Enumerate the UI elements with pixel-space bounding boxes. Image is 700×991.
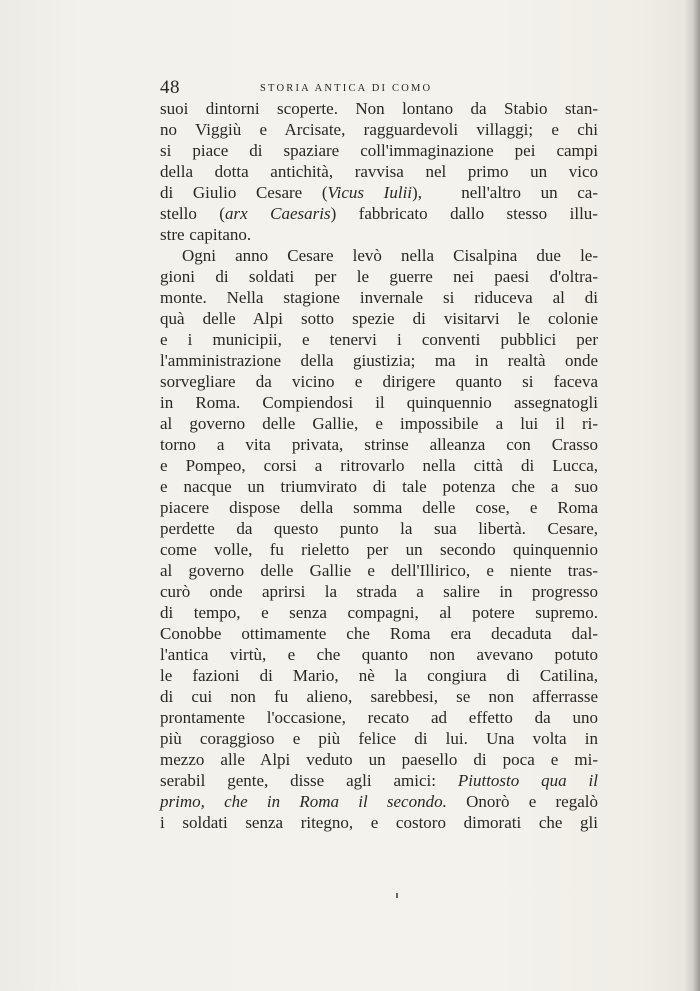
text-line xyxy=(160,224,598,245)
text-segment: Onorò e regalò xyxy=(446,792,598,811)
text-line xyxy=(160,245,598,266)
text-line xyxy=(160,602,598,623)
text-line xyxy=(160,266,598,287)
text-line xyxy=(160,119,598,140)
text-segment: e nacque un triumvirato di tale potenza che a suo xyxy=(160,477,598,496)
text-segment: no Viggiù e Arcisate, ragguardevoli villaggi; e chi xyxy=(160,120,598,139)
text-segment: di tempo, e senza compagni, al potere supremo. xyxy=(160,603,598,622)
text-segment: stello ( xyxy=(160,204,225,223)
page-header xyxy=(160,77,595,97)
text-line xyxy=(160,686,598,707)
text-segment: gioni di soldati per le guerre nei paesi d'oltra- xyxy=(160,267,598,286)
text-segment: ) fabbricato dallo stesso illu- xyxy=(330,204,598,223)
text-segment: si piace di spaziare coll'immaginazione pei campi xyxy=(160,141,598,160)
text-line xyxy=(160,203,598,224)
text-line xyxy=(160,749,598,770)
text-line xyxy=(160,329,598,350)
text-segment: monte. Nella stagione invernale si riduceva al di xyxy=(160,288,598,307)
text-segment: piacere dispose della somma delle cose, e Roma xyxy=(160,498,598,517)
text-line xyxy=(160,707,598,728)
text-segment: mezzo alle Alpi veduto un paesello di poca e mi- xyxy=(160,750,598,769)
text-segment: di cui non fu alieno, sarebbesi, se non afferrasse xyxy=(160,687,598,706)
text-segment: quà delle Alpi sotto spezie di visitarvi le colonie xyxy=(160,309,598,328)
text-segment: Conobbe ottimamente che Roma era decaduta dal- xyxy=(160,624,598,643)
italic-text: arx Caesaris xyxy=(224,204,331,223)
text-segment: al governo delle Gallie, e impossibile a lui il ri- xyxy=(160,414,598,433)
text-segment: Ogni anno Cesare levò nella Cisalpina due le- xyxy=(182,246,598,265)
text-segment: in Roma. Compiendosi il quinquennio assegnatogli xyxy=(160,393,598,412)
text-segment: della dotta antichità, ravvisa nel primo un vico xyxy=(160,162,598,181)
text-line xyxy=(160,497,598,518)
text-segment: l'amministrazione della giustizia; ma in realtà onde xyxy=(160,351,598,370)
text-line xyxy=(160,287,598,308)
text-line xyxy=(160,581,598,602)
text-line xyxy=(160,539,598,560)
text-segment: i soldati senza ritegno, e costoro dimorati che gli xyxy=(160,813,598,832)
text-line xyxy=(160,728,598,749)
text-line xyxy=(160,140,598,161)
text-line xyxy=(160,665,598,686)
text-segment: torno a vita privata, strinse alleanza con Crasso xyxy=(160,435,598,454)
text-segment: e Pompeo, corsi a ritrovarlo nella città di Lucca, xyxy=(160,456,598,475)
text-segment: di Giulio Cesare ( xyxy=(160,183,328,202)
text-segment: stre capitano. xyxy=(160,225,252,244)
text-segment: curò onde aprirsi la strada a salire in progresso xyxy=(160,582,598,601)
running-title: STORIA ANTICA DI COMO xyxy=(260,83,433,94)
text-line xyxy=(160,371,598,392)
body-text xyxy=(160,98,598,833)
text-line xyxy=(160,812,598,833)
paper-speck xyxy=(396,893,398,898)
italic-text: primo, che in Roma il secondo. xyxy=(160,792,447,811)
text-line xyxy=(160,350,598,371)
text-line xyxy=(160,476,598,497)
text-segment: più coraggioso e più felice di lui. Una volta in xyxy=(160,729,598,748)
text-line xyxy=(160,644,598,665)
text-line xyxy=(160,770,598,791)
text-line xyxy=(160,392,598,413)
italic-text: Vicus Iulii xyxy=(327,183,413,202)
text-line xyxy=(160,791,598,812)
page-number: 48 xyxy=(160,77,180,98)
text-line xyxy=(160,434,598,455)
text-line xyxy=(160,161,598,182)
text-line xyxy=(160,455,598,476)
text-line xyxy=(160,560,598,581)
text-line xyxy=(160,308,598,329)
text-segment: ), nell'altro un ca- xyxy=(412,183,598,202)
text-line xyxy=(160,518,598,539)
text-segment: le fazioni di Mario, nè la congiura di Catilina, xyxy=(160,666,598,685)
text-segment: l'antica virtù, e che quanto non avevano potuto xyxy=(160,645,598,664)
text-line xyxy=(160,623,598,644)
italic-text: Piuttosto qua il xyxy=(457,771,598,790)
text-line xyxy=(160,98,598,119)
text-segment: e i municipii, e tenervi i conventi pubblici per xyxy=(160,330,598,349)
text-segment: al governo delle Gallie e dell'Illirico, e niente tras- xyxy=(160,561,598,580)
text-segment: perdette da questo punto la sua libertà. Cesare, xyxy=(160,519,598,538)
text-segment: come volle, fu rieletto per un secondo quinquennio xyxy=(160,540,598,559)
page-edge-shadow xyxy=(684,0,700,991)
text-segment: serabil gente, disse agli amici: xyxy=(160,771,458,790)
text-segment: sorvegliare da vicino e dirigere quanto si faceva xyxy=(160,372,598,391)
text-line xyxy=(160,182,598,203)
text-line xyxy=(160,413,598,434)
text-segment: suoi dintorni scoperte. Non lontano da Stabio stan- xyxy=(160,99,598,118)
text-segment: prontamente l'occasione, recato ad effetto da uno xyxy=(160,708,598,727)
